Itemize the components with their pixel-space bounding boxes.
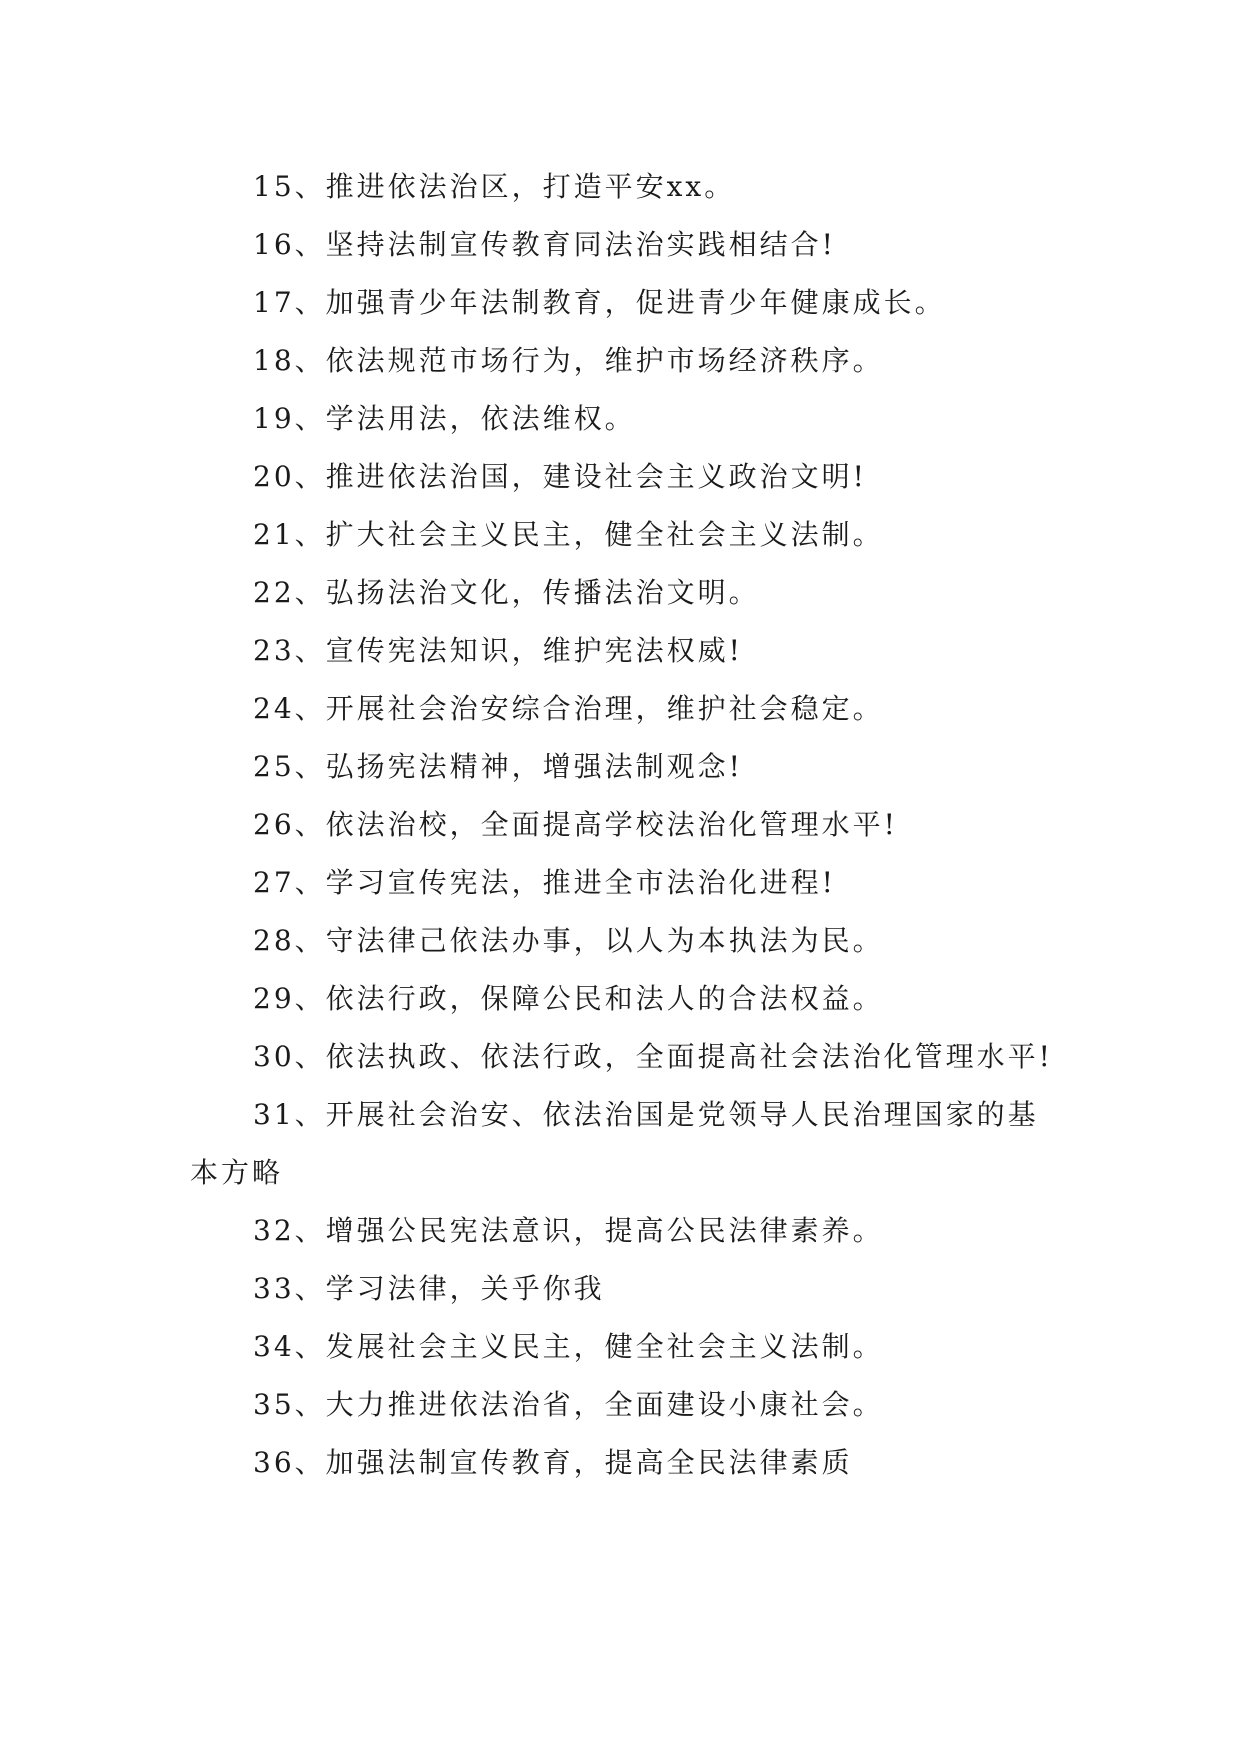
list-item: 25、弘扬宪法精神，增强法制观念! [253, 750, 743, 783]
list-item: 33、学习法律，关乎你我 [253, 1272, 605, 1305]
list-item: 27、学习宣传宪法，推进全市法治化进程! [253, 866, 836, 899]
list-item: 28、守法律己依法办事，以人为本执法为民。 [253, 924, 884, 957]
list-item: 32、增强公民宪法意识，提高公民法律素养。 [253, 1214, 884, 1247]
list-item: 15、推进依法治区，打造平安xx。 [253, 170, 736, 203]
list-item: 17、加强青少年法制教育，促进青少年健康成长。 [253, 286, 946, 319]
list-item: 35、大力推进依法治省，全面建设小康社会。 [253, 1388, 884, 1421]
list-item: 20、推进依法治国，建设社会主义政治文明! [253, 460, 867, 493]
list-item: 26、依法治校，全面提高学校法治化管理水平! [253, 808, 898, 841]
list-item: 19、学法用法，依法维权。 [253, 402, 636, 435]
list-item: 21、扩大社会主义民主，健全社会主义法制。 [253, 518, 884, 551]
list-item: 24、开展社会治安综合治理，维护社会稳定。 [253, 692, 884, 725]
list-item: 31、开展社会治安、依法治国是党领导人民治理国家的基本方略 [190, 1098, 1039, 1189]
list-item: 30、依法执政、依法行政，全面提高社会法治化管理水平! [253, 1040, 1053, 1073]
list-item: 16、坚持法制宣传教育同法治实践相结合! [253, 228, 836, 261]
slogan-list [190, 158, 1058, 1492]
list-item: 23、宣传宪法知识，维护宪法权威! [253, 634, 743, 667]
list-item: 34、发展社会主义民主，健全社会主义法制。 [253, 1330, 884, 1363]
list-item: 29、依法行政，保障公民和法人的合法权益。 [253, 982, 884, 1015]
list-item: 36、加强法制宣传教育，提高全民法律素质 [253, 1446, 853, 1479]
list-item: 18、依法规范市场行为，维护市场经济秩序。 [253, 344, 884, 377]
list-item: 22、弘扬法治文化，传播法治文明。 [253, 576, 760, 609]
